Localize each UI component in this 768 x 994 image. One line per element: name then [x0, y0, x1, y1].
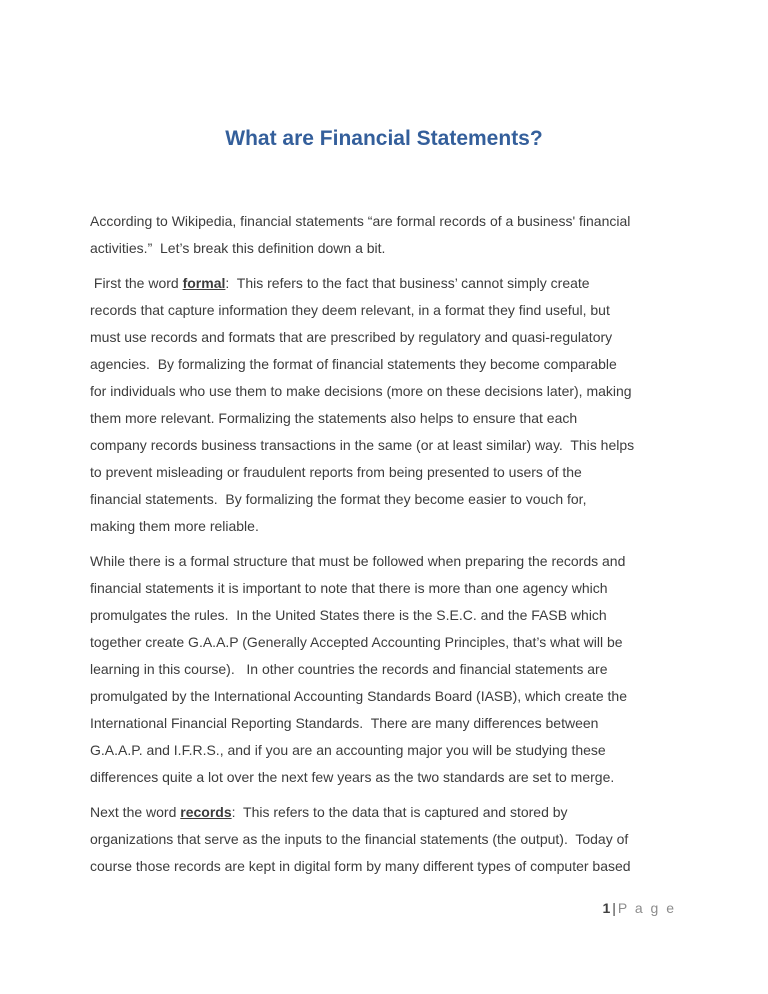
footer-separator: | [612, 900, 616, 916]
page-footer [587, 884, 676, 932]
text-line [90, 853, 678, 880]
text-line [90, 710, 678, 737]
text-run: promulgated by the International Accounting Standards Board (IASB), which create the [90, 688, 627, 704]
text-run: Next the word [90, 804, 181, 820]
text-line [90, 432, 678, 459]
text-line [90, 351, 678, 378]
text-run: differences quite a lot over the next few years as the two standards are set to merge. [90, 769, 615, 785]
text-line [90, 548, 678, 575]
text-run: : This refers to the data that is captured and stored by [231, 804, 568, 820]
text-line [90, 459, 678, 486]
text-line [90, 799, 678, 826]
document-body [0, 208, 768, 880]
text-run: organizations that serve as the inputs to the financial statements (the output). Today of [90, 831, 629, 847]
text-line [90, 297, 678, 324]
text-run: According to Wikipedia, financial statements “are formal records of a business' financial [90, 213, 631, 229]
emphasized-term: formal [182, 275, 226, 291]
text-run: records that capture information they deem relevant, in a format they find useful, but [90, 302, 610, 318]
text-run: making them more reliable. [90, 518, 259, 534]
text-run: : This refers to the fact that business’ cannot simply create [225, 275, 590, 291]
text-run: together create G.A.A.P (Generally Accepted Accounting Principles, that’s what will be [90, 634, 623, 650]
text-run: While there is a formal structure that must be followed when preparing the records and [90, 553, 626, 569]
text-line [90, 826, 678, 853]
text-run: them more relevant. Formalizing the statements also helps to ensure that each [90, 410, 578, 426]
text-run: financial statements. By formalizing the format they become easier to vouch for, [90, 491, 587, 507]
text-line [90, 656, 678, 683]
paragraph [90, 270, 678, 540]
text-run: promulgates the rules. In the United States there is the S.E.C. and the FASB which [90, 607, 607, 623]
text-line [90, 486, 678, 513]
text-line [90, 513, 678, 540]
text-line [90, 235, 678, 262]
text-run: activities.” Let’s break this definition down a bit. [90, 240, 386, 256]
text-run: for individuals who use them to make decisions (more on these decisions later), making [90, 383, 632, 399]
page-number: 1 [602, 900, 611, 916]
paragraph [90, 548, 678, 791]
text-run: to prevent misleading or fraudulent reports from being presented to users of the [90, 464, 582, 480]
text-run: must use records and formats that are prescribed by regulatory and quasi-regulatory [90, 329, 613, 345]
text-run: course those records are kept in digital form by many different types of computer based [90, 858, 631, 874]
text-line [90, 737, 678, 764]
paragraph [90, 799, 678, 880]
text-run: financial statements it is important to note that there is more than one agency which [90, 580, 608, 596]
text-line [90, 324, 678, 351]
text-line [90, 629, 678, 656]
text-run: learning in this course). In other countries the records and financial statements are [90, 661, 608, 677]
text-run: G.A.A.P. and I.F.R.S., and if you are an accounting major you will be studying these [90, 742, 606, 758]
text-line [90, 602, 678, 629]
footer-page-label: P a g e [617, 900, 676, 916]
emphasized-term: records [180, 804, 232, 820]
text-line [90, 683, 678, 710]
text-run: First the word [90, 275, 183, 291]
document-title: What are Financial Statements? [225, 127, 543, 150]
text-line [90, 764, 678, 791]
text-line [90, 405, 678, 432]
text-line [90, 270, 678, 297]
paragraph [90, 208, 678, 262]
text-run: company records business transactions in the same (or at least similar) way. This helps [90, 437, 635, 453]
text-run: agencies. By formalizing the format of financial statements they become comparable [90, 356, 617, 372]
text-line [90, 378, 678, 405]
text-line [90, 575, 678, 602]
text-run: International Financial Reporting Standards. There are many differences between [90, 715, 599, 731]
text-line [90, 208, 678, 235]
